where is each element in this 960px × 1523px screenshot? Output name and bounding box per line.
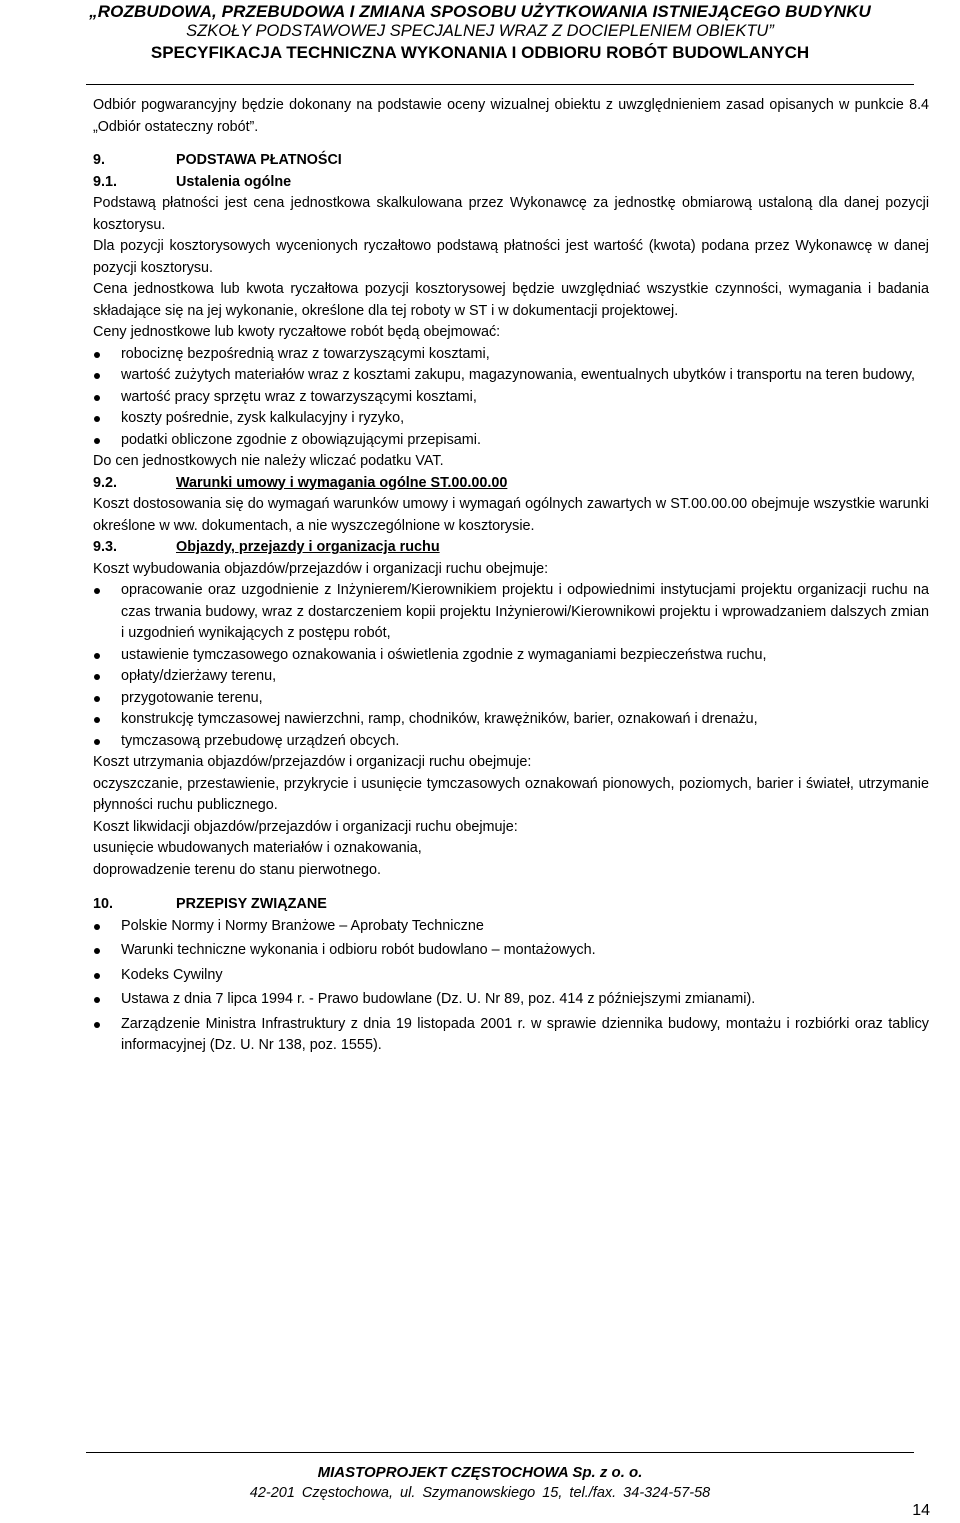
section-number: 9. [93,152,105,168]
paragraph: Koszt wybudowania objazdów/przejazdów i organizacji ruchu obejmuje: [93,560,549,577]
list-item: Ustawa z dnia 7 lipca 1994 r. - Prawo budowlane (Dz. U. Nr 89, poz. 414 z późniejszymi zmianami). [93,989,929,1011]
list-item: przygotowanie terenu, [93,688,929,710]
section-title: Warunki umowy i wymagania ogólne ST.00.00.00 [176,474,508,491]
list-item: Warunki techniczne wykonania i odbioru robót budowlano – montażowych. [93,940,929,962]
section-number: 9.3. [93,539,118,555]
header-document-type: SPECYFIKACJA TECHNICZNA WYKONANIA I ODBIORU ROBÓT BUDOWLANYCH [150,43,810,62]
paragraph: Cena jednostkowa lub kwota ryczałtowa pozycji kosztorysowej będzie uwzględniać wszystkie czynności, wymagania i badania składające się na jej wykonanie, określone dla tej roboty w ST i w dokumentacji projektowej. [93,281,929,319]
paragraph: Koszt dostosowania się do wymagań warunków umowy i wymagań ogólnych zawartych w ST.00.00.00 obejmuje wszystkie warunki określone w ww. dokumentach, a nie wyszczególnione w kosztorysie. [93,496,929,534]
list-item: Kodeks Cywilny [93,965,929,987]
bullet-list [93,580,929,752]
section-10-heading [93,894,929,916]
bullet-list [93,344,929,452]
section-number: 9.1. [93,173,118,190]
paragraph: Ceny jednostkowe lub kwoty ryczałtowe robót będą obejmować: [93,324,501,340]
paragraph: usunięcie wbudowanych materiałów i oznakowania, [93,840,422,856]
section-title: Objazdy, przejazdy i organizacja ruchu [176,539,440,555]
section-9-1-heading [93,172,929,194]
paragraph: Koszt utrzymania objazdów/przejazdów i organizacji ruchu obejmuje: [93,754,532,770]
list-item: opłaty/dzierżawy terenu, [93,666,929,688]
section-number: 10. [93,896,114,912]
list-item: podatki obliczone zgodnie z obowiązującymi przepisami. [93,430,929,452]
footer-company: MIASTOPROJEKT CZĘSTOCHOWA Sp. z o. o. [317,1464,643,1481]
document-body [93,95,929,1060]
list-item: robociznę bezpośrednią wraz z towarzyszącymi kosztami, [93,344,929,366]
paragraph: Koszt likwidacji objazdów/przejazdów i organizacji ruchu obejmuje: [93,818,518,835]
section-9-2-heading [93,473,929,495]
header-project-title: „ROZBUDOWA, PRZEBUDOWA I ZMIANA SPOSOBU UŻYTKOWANIA ISTNIEJĄCEGO BUDYNKU [89,2,871,21]
section-number: 9.2. [93,474,118,491]
section-title: PODSTAWA PŁATNOŚCI [176,152,342,168]
paragraph: doprowadzenie terenu do stanu pierwotnego. [93,861,382,878]
section-title: Ustalenia ogólne [176,173,292,190]
list-item: konstrukcję tymczasowej nawierzchni, ramp, chodników, krawężników, barier, oznakowań i drenażu, [93,709,929,731]
section-title: PRZEPISY ZWIĄZANE [176,896,327,912]
paragraph: Podstawą płatności jest cena jednostkowa skalkulowana przez Wykonawcę za jednostkę obmiarową ustaloną dla danej pozycji kosztorysu. [93,195,929,233]
paragraph: Do cen jednostkowych nie należy wliczać podatku VAT. [93,453,444,469]
list-item: ustawienie tymczasowego oznakowania i oświetlenia zgodnie z wymaganiami bezpieczeństwa ruchu, [93,645,929,667]
footer-divider [86,1452,914,1453]
paragraph: oczyszczanie, przestawienie, przykrycie i usunięcie tymczasowych oznakowań pionowych, poziomych, barier i świateł, utrzymanie płynności ruchu publicznego. [93,775,929,813]
header-divider [86,84,914,85]
regulations-list [93,916,929,1057]
list-item: opracowanie oraz uzgodnienie z Inżynierem/Kierownikiem projektu i odpowiednimi instytucjami projektu organizacji ruchu na czas trwania budowy, wraz z dostarczeniem kopii projektu Inżynierowi/Kierownikowi projektu i wprowadzaniem dalszych zmian i uzgodnień wynikających z postępu robót, [93,580,929,645]
intro-paragraph: Odbiór pogwarancyjny będzie dokonany na podstawie oceny wizualnej obiektu z uwzględnieniem zasad opisanych w punkcie 8.4 „Odbiór ostateczny robót”. [93,97,929,135]
list-item: wartość pracy sprzętu wraz z towarzyszącymi kosztami, [93,387,929,409]
list-item: wartość zużytych materiałów wraz z kosztami zakupu, magazynowania, ewentualnych ubytków i transportu na teren budowy, [93,365,929,387]
page-number: 14 [912,1502,930,1519]
section-9-heading [93,150,929,172]
section-9-3-heading [93,537,929,559]
list-item: koszty pośrednie, zysk kalkulacyjny i ryzyko, [93,408,929,430]
list-item: Zarządzenie Ministra Infrastruktury z dnia 19 listopada 2001 r. w sprawie dziennika budowy, montażu i rozbiórki oraz tablicy informacyjnej (Dz. U. Nr 138, poz. 1555). [93,1014,929,1057]
paragraph: Dla pozycji kosztorysowych wycenionych ryczałtowo podstawą płatności jest wartość (kwota) podana przez Wykonawcę w danej pozycji kosztorysu. [93,238,929,276]
header-project-subtitle: SZKOŁY PODSTAWOWEJ SPECJALNEJ WRAZ Z DOCIEPLENIEM OBIEKTU” [186,22,774,40]
footer-address: 42-201 Częstochowa, ul. Szymanowskiego 15, tel./fax. 34-324-57-58 [249,1485,711,1501]
list-item: Polskie Normy i Normy Branżowe – Aprobaty Techniczne [93,916,929,938]
list-item: tymczasową przebudowę urządzeń obcych. [93,731,929,753]
